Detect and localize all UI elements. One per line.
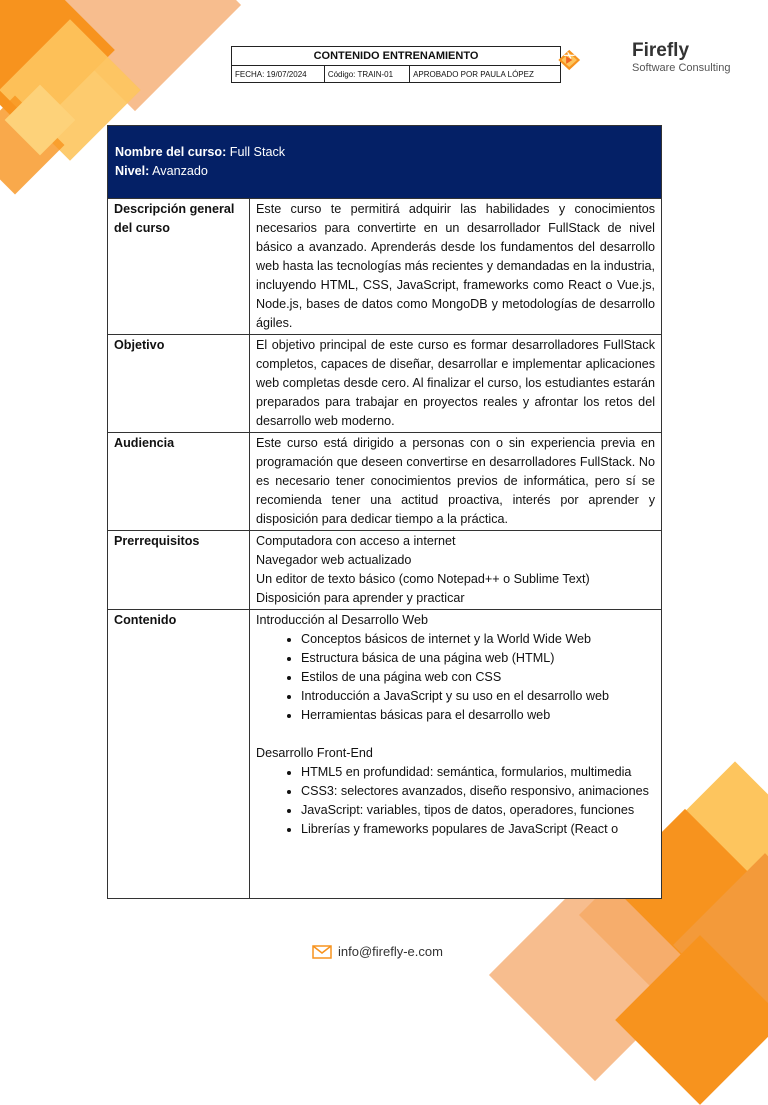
list-item: Navegador web actualizado [256,553,412,567]
section-list [256,763,655,839]
row-contenido [108,610,662,899]
objetivo-label: Objetivo [108,335,250,433]
descripcion-label: Descripción general del curso [108,199,250,335]
list-item: • CSS3: selectores avanzados, diseño responsivo, animaciones [301,782,655,801]
document-title: CONTENIDO ENTRENAMIENTO [232,47,561,66]
list-item: Computadora con acceso a internet [256,534,456,548]
row-objetivo [108,335,662,433]
logo-subtitle: Software Consulting [632,62,731,74]
list-item: • Conceptos básicos de internet y la World Wide Web [301,630,655,649]
date-cell: FECHA: 19/07/2024 [232,66,325,83]
descripcion-text: Este curso te permitirá adquirir las habilidades y conocimientos necesarios para convertirte en un desarrollador FullStack de nivel básico a avanzado. Aprenderás desde los fundamentos del desarrollo web hasta las tecnologías más recientes y demandadas en la industria, incluyendo HTML, CSS, JavaScript, frameworks como React o Vue.js, Node.js, bases de datos como MongoDB y metodologías de desarrollo ágiles. [250,199,662,335]
prerrequisitos-label: Prerrequisitos [108,531,250,610]
section-title: Desarrollo Front-End [256,746,373,760]
audiencia-label: Audiencia [108,433,250,531]
section-list [256,630,655,725]
firefly-logo-icon [556,30,626,90]
audiencia-text: Este curso está dirigido a personas con o sin experiencia previa en programación que deseen convertirse en desarrolladores FullStack. No es necesario tener conocimientos previos de informática, pero sí se recomienda tener una actitud proactiva, interés por aprender y disposición para dedicar tiempo a la práctica. [250,433,662,531]
course-banner [108,126,662,199]
list-item: • Introducción a JavaScript y su uso en el desarrollo web [301,687,655,706]
list-item: Un editor de texto básico (como Notepad++ o Sublime Text) [256,572,590,586]
list-item: • Herramientas básicas para el desarrollo web [301,706,655,725]
section-title: Introducción al Desarrollo Web [256,613,428,627]
objetivo-text: El objetivo principal de este curso es formar desarrolladores FullStack completos, capaces de diseñar, desarrollar e implementar aplicaciones web completas desde cero. Al finalizar el curso, los estudiantes estarán preparados para trabajar en proyectos reales y afrontar los retos del desarrollo web moderno. [250,335,662,433]
course-level-value: Avanzado [149,164,208,178]
row-prerrequisitos [108,531,662,610]
contenido-body [250,610,662,899]
row-descripcion [108,199,662,335]
header-table [231,46,561,83]
list-item: • Estilos de una página web con CSS [301,668,655,687]
list-item: Disposición para aprender y practicar [256,591,465,605]
footer-contact [312,944,443,959]
course-name-value: Full Stack [226,145,286,159]
logo-name: Firefly [632,40,690,61]
code-cell: Código: TRAIN-01 [324,66,409,83]
course-name-label: Nombre del curso: [115,145,227,159]
course-table [107,125,662,899]
list-item: • Estructura básica de una página web (HTML) [301,649,655,668]
footer-email[interactable]: info@firefly-e.com [338,944,443,959]
prerrequisitos-list [250,531,662,610]
list-item: • JavaScript: variables, tipos de datos, operadores, funciones [301,801,655,820]
list-item: • Librerías y frameworks populares de JavaScript (React o [301,820,655,839]
row-audiencia [108,433,662,531]
approved-cell: APROBADO POR PAULA LÓPEZ [410,66,561,83]
contenido-label: Contenido [108,610,250,899]
course-level-label: Nivel: [115,164,150,178]
list-item: • HTML5 en profundidad: semántica, formularios, multimedia [301,763,655,782]
mail-icon [312,945,332,959]
